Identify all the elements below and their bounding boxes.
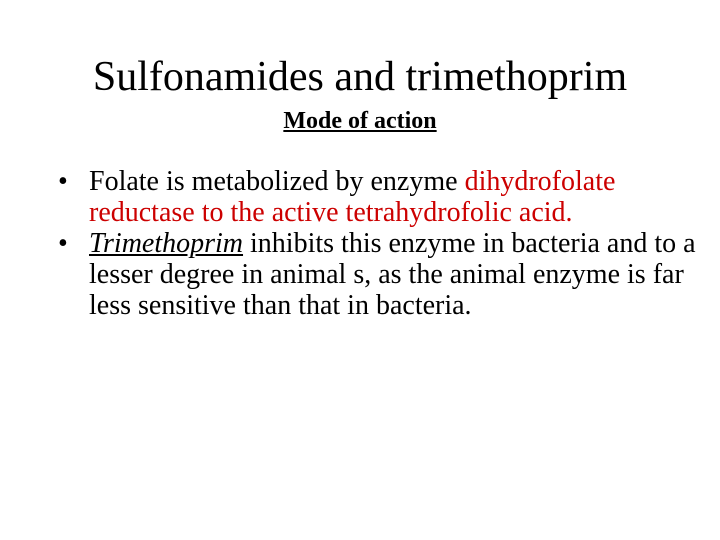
bullet-marker: • (58, 228, 68, 259)
bullet-text-trimethoprim: inhibits this enzyme in bacteria and to a lesser degree in animal s, as the animal enzyme is far less sensitive than that in bacteria. (89, 228, 696, 321)
bullet-list (58, 166, 698, 321)
bullet-marker: • (58, 166, 68, 197)
slide-title: Sulfonamides and trimethoprim (92, 54, 628, 100)
highlighted-enzyme-text: dihydrofolate reductase to the active tetrahydrofolic acid. (89, 166, 616, 228)
bullet-text-folate: Folate is metabolized by enzyme (89, 166, 465, 197)
bullet-item-folate (58, 166, 698, 228)
slide-subtitle: Mode of action (283, 108, 437, 134)
drug-name-trimethoprim: Trimethoprim (89, 228, 244, 259)
bullet-item-trimethoprim (58, 228, 698, 321)
